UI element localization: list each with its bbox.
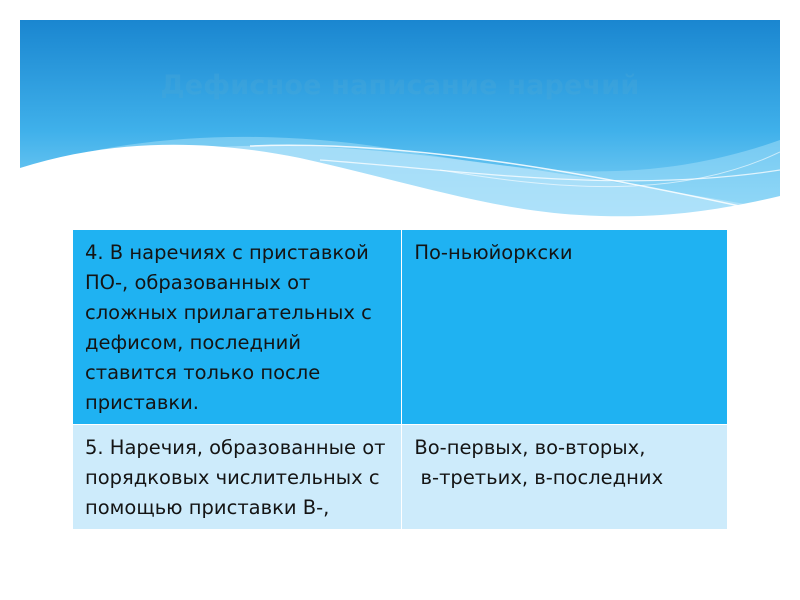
wave-background (20, 20, 780, 220)
rules-table (72, 229, 728, 530)
example-cell: По-ньюйоркски (402, 230, 728, 425)
example-cell: Во-первых, во-вторых, в-третьих, в-последних (402, 425, 728, 530)
table-row (73, 230, 728, 425)
slide-title: Дефисное написание наречий (160, 70, 640, 101)
header-banner (20, 20, 780, 220)
rule-cell: 4. В наречиях с приставкой ПО-, образованных от сложных прилагательных с дефисом, последний ставится только после приставки. (73, 230, 402, 425)
rule-cell: 5. Наречия, образованные от порядковых числительных с помощью приставки В-, (73, 425, 402, 530)
table-row (73, 425, 728, 530)
